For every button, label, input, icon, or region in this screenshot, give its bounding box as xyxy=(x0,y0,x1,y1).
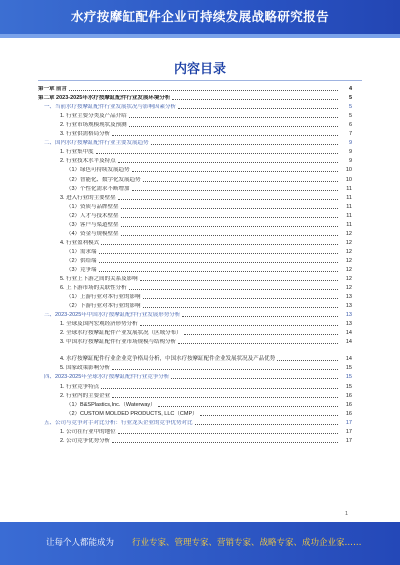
toc-entry-title: （2）人才与技术壁垒 xyxy=(66,212,119,219)
toc-entry-page: 10 xyxy=(345,176,352,183)
table-of-contents xyxy=(38,84,352,445)
toc-entry[interactable] xyxy=(38,346,352,363)
toc-entry[interactable] xyxy=(38,337,352,346)
toc-leader-dots xyxy=(132,171,338,172)
toc-entry-page: 15 xyxy=(345,374,352,381)
toc-leader-dots xyxy=(129,117,338,118)
toc-entry-title: 3. 中国水疗按摩缸配件行业市场规模与结构分析 xyxy=(60,339,177,346)
toc-leader-dots xyxy=(140,280,338,281)
toc-divider xyxy=(38,80,362,81)
toc-entry[interactable] xyxy=(38,400,352,409)
toc-entry[interactable] xyxy=(38,319,352,328)
toc-entry[interactable] xyxy=(38,229,352,238)
toc-entry-page: 12 xyxy=(345,239,352,246)
toc-entry-page: 12 xyxy=(345,257,352,264)
toc-entry-page: 5 xyxy=(348,95,352,102)
toc-leader-dots xyxy=(129,289,338,290)
toc-leader-dots xyxy=(121,235,338,236)
toc-entry[interactable] xyxy=(38,265,352,274)
toc-leader-dots xyxy=(200,415,338,416)
toc-entry-title: 3. 进入行业的主要壁垒 xyxy=(60,194,116,201)
toc-entry[interactable] xyxy=(38,156,352,165)
toc-entry-title: 二、国内水疗按摩缸配件行业主要发展趋势 xyxy=(44,140,149,147)
toc-entry-title: 6. 上下游市场的关联性分析 xyxy=(60,285,127,292)
toc-entry-page: 12 xyxy=(345,285,352,292)
toc-entry-page: 17 xyxy=(345,419,352,426)
toc-entry-page: 4 xyxy=(348,86,352,93)
toc-leader-dots xyxy=(121,226,338,227)
toc-leader-dots xyxy=(121,208,338,209)
toc-leader-dots xyxy=(143,181,338,182)
header-stripe xyxy=(0,34,400,38)
toc-leader-dots xyxy=(132,190,338,191)
toc-entry[interactable] xyxy=(38,274,352,283)
toc-leader-dots xyxy=(112,397,338,398)
toc-entry-page: 16 xyxy=(345,401,352,408)
toc-leader-dots xyxy=(182,316,338,317)
toc-entry-page: 11 xyxy=(346,212,352,219)
toc-entry-title: 第一章 前言 xyxy=(38,86,68,93)
toc-entry-page: 10 xyxy=(345,167,352,174)
toc-entry-title: （1）需求端 xyxy=(66,248,97,255)
toc-entry[interactable] xyxy=(38,111,352,120)
toc-leader-dots xyxy=(129,126,338,127)
toc-entry[interactable] xyxy=(38,174,352,183)
toc-entry-page: 17 xyxy=(345,428,352,435)
toc-entry-page: 12 xyxy=(345,230,352,237)
toc-heading: 内容目录 xyxy=(173,62,226,77)
toc-entry-title: （1）绿色可持续发展趋势 xyxy=(66,167,130,174)
toc-entry-title: 4. 水疗按摩缸配件行业企业竞争格局分析，中国水疗按摩缸配件企业发展状况及产品优势 xyxy=(60,356,276,363)
toc-entry-title: （1）B&SPlastics,Inc.（Waterway） xyxy=(66,401,156,408)
toc-entry-title: （2）智能化、数字化发展趋势 xyxy=(66,176,141,183)
toc-entry-title: 1. 行业主要分类及产品介绍 xyxy=(60,113,127,120)
toc-entry[interactable] xyxy=(38,301,352,310)
toc-entry-title: 一、当前水疗按摩缸配件行业发展状况与影响因素分析 xyxy=(44,104,177,111)
toc-leader-dots xyxy=(99,262,338,263)
toc-entry-title: （3）客户与渠道壁垒 xyxy=(66,221,119,228)
toc-entry-title: （3）竞争端 xyxy=(66,266,97,273)
toc-leader-dots xyxy=(101,388,338,389)
toc-entry-title: （4）资金与规模壁垒 xyxy=(66,230,119,237)
page-number: 1 xyxy=(345,511,349,517)
toc-entry-page: 13 xyxy=(345,321,352,328)
toc-entry-title: 五、公司与竞争对手对比分析：行业龙头企业的竞争优势对比 xyxy=(44,419,193,426)
toc-leader-dots xyxy=(140,325,338,326)
report-title: 水疗按摩缸配件企业可持续发展战略研究报告 xyxy=(70,9,329,24)
toc-leader-dots xyxy=(151,144,338,145)
toc-entry[interactable] xyxy=(38,238,352,247)
toc-leader-dots xyxy=(118,433,338,434)
toc-leader-dots xyxy=(143,298,338,299)
toc-entry-page: 17 xyxy=(345,437,352,444)
toc-entry-title: 3. 行业供需格局分析 xyxy=(60,131,111,138)
toc-entry[interactable] xyxy=(38,372,352,381)
toc-entry-page: 12 xyxy=(345,276,352,283)
footer-slogan-right: 行业专家、管理专家、营销专家、战略专家、成功企业家…… xyxy=(132,538,362,548)
toc-entry[interactable] xyxy=(38,120,352,129)
toc-leader-dots xyxy=(101,244,338,245)
toc-entry[interactable] xyxy=(38,381,352,390)
toc-entry-page: 12 xyxy=(345,266,352,273)
toc-entry-title: （1）资质与品牌壁垒 xyxy=(66,203,119,210)
toc-entry-title: 1. 全球及国内宏观经济形势分析 xyxy=(60,321,138,328)
toc-entry-page: 15 xyxy=(345,365,352,372)
toc-entry-page: 11 xyxy=(346,203,352,210)
toc-entry[interactable] xyxy=(38,310,352,319)
toc-entry[interactable] xyxy=(38,328,352,337)
toc-entry-title: 三、2023-2025年中国水疗按摩缸配件行业发展形势分析 xyxy=(44,312,181,319)
toc-entry[interactable] xyxy=(38,165,352,174)
toc-entry-title: 2. 行业技术水平及特点 xyxy=(60,158,116,165)
toc-leader-dots xyxy=(277,360,338,361)
toc-entry-page: 14 xyxy=(345,356,352,363)
toc-leader-dots xyxy=(121,217,338,218)
toc-leader-dots xyxy=(171,378,338,379)
toc-entry[interactable] xyxy=(38,409,352,418)
toc-entry-page: 13 xyxy=(345,312,352,319)
toc-entry[interactable] xyxy=(38,202,352,211)
toc-entry-page: 5 xyxy=(348,113,352,120)
toc-entry-page: 14 xyxy=(345,330,352,337)
toc-entry-page: 13 xyxy=(345,303,352,310)
toc-leader-dots xyxy=(195,424,338,425)
toc-entry-page: 11 xyxy=(346,194,352,201)
toc-entry[interactable] xyxy=(38,247,352,256)
toc-entry[interactable] xyxy=(38,84,352,93)
toc-leader-dots xyxy=(178,343,338,344)
toc-entry-title: （2）CUSTOM MOLDED PRODUCTS, LLC（CMP） xyxy=(66,410,198,417)
toc-leader-dots xyxy=(118,162,338,163)
footer-slogan-left: 让每个人都能成为 xyxy=(46,538,115,548)
toc-entry-page: 14 xyxy=(345,339,352,346)
toc-leader-dots xyxy=(99,253,338,254)
toc-entry-title: 4. 行业盈利模式 xyxy=(60,239,100,246)
toc-entry[interactable] xyxy=(38,220,352,229)
toc-leader-dots xyxy=(69,90,338,91)
toc-entry-page: 15 xyxy=(345,383,352,390)
toc-entry[interactable] xyxy=(38,193,352,202)
toc-entry-title: 1. 公司在行业中的地位 xyxy=(60,428,116,435)
toc-entry-title: 1. 行业集中度 xyxy=(60,149,94,156)
toc-leader-dots xyxy=(112,369,338,370)
toc-entry-title: 2. 全球水疗按摩缸配件产业发展状况（区域分布） xyxy=(60,330,182,337)
toc-entry-title: 四、2023-2025年全球水疗按摩缸配件行业竞争分析 xyxy=(44,374,170,381)
toc-entry-page: 5 xyxy=(348,104,352,111)
toc-entry-title: 2. 行业内的主要企业 xyxy=(60,392,111,399)
footer-bar xyxy=(0,522,400,565)
toc-entry[interactable] xyxy=(38,184,352,193)
toc-entry[interactable] xyxy=(38,292,352,301)
toc-leader-dots xyxy=(96,153,338,154)
toc-entry-page: 9 xyxy=(348,158,352,165)
toc-entry-title: （3）个性化需求不断增加 xyxy=(66,185,130,192)
toc-leader-dots xyxy=(184,334,338,335)
toc-entry-page: 7 xyxy=(348,131,352,138)
toc-entry-page: 11 xyxy=(346,185,352,192)
toc-entry-title: 5. 国家政策影响分析 xyxy=(60,365,111,372)
toc-leader-dots xyxy=(112,135,338,136)
toc-entry[interactable] xyxy=(38,418,352,427)
toc-entry[interactable] xyxy=(38,391,352,400)
toc-entry-title: 第二章 2023-2025年水疗按摩缸配件行业发展环境分析 xyxy=(38,95,171,102)
toc-leader-dots xyxy=(99,271,338,272)
toc-entry-page: 6 xyxy=(348,122,352,129)
toc-leader-dots xyxy=(172,99,338,100)
toc-entry-page: 12 xyxy=(345,248,352,255)
toc-leader-dots xyxy=(178,108,338,109)
toc-entry[interactable] xyxy=(38,211,352,220)
toc-entry-page: 16 xyxy=(345,410,352,417)
toc-entry-title: （2）下游行业对本行业的影响 xyxy=(66,303,141,310)
toc-entry[interactable] xyxy=(38,129,352,138)
toc-entry-page: 13 xyxy=(345,294,352,301)
toc-entry[interactable] xyxy=(38,138,352,147)
toc-entry-title: （1）上游行业对本行业的影响 xyxy=(66,294,141,301)
toc-entry[interactable] xyxy=(38,283,352,292)
toc-entry-title: 2. 行业市场规模现状及预测 xyxy=(60,122,127,129)
toc-entry-title: 2. 公司竞争优势分析 xyxy=(60,437,111,444)
toc-leader-dots xyxy=(143,307,338,308)
toc-leader-dots xyxy=(158,406,338,407)
toc-entry-page: 9 xyxy=(348,149,352,156)
toc-entry[interactable] xyxy=(38,436,352,445)
toc-entry-page: 9 xyxy=(348,140,352,147)
toc-entry-title: 1. 行业竞争特点 xyxy=(60,383,100,390)
toc-entry[interactable] xyxy=(38,93,352,102)
toc-entry[interactable] xyxy=(38,102,352,111)
toc-entry-title: （2）供给端 xyxy=(66,257,97,264)
toc-leader-dots xyxy=(118,199,338,200)
toc-entry[interactable] xyxy=(38,256,352,265)
toc-entry[interactable] xyxy=(38,363,352,372)
toc-entry[interactable] xyxy=(38,147,352,156)
toc-leader-dots xyxy=(112,442,338,443)
toc-entry[interactable] xyxy=(38,427,352,436)
toc-entry-page: 11 xyxy=(346,221,352,228)
toc-entry-title: 5. 行业上下游之间的关系及影响 xyxy=(60,276,138,283)
toc-entry-page: 16 xyxy=(345,392,352,399)
